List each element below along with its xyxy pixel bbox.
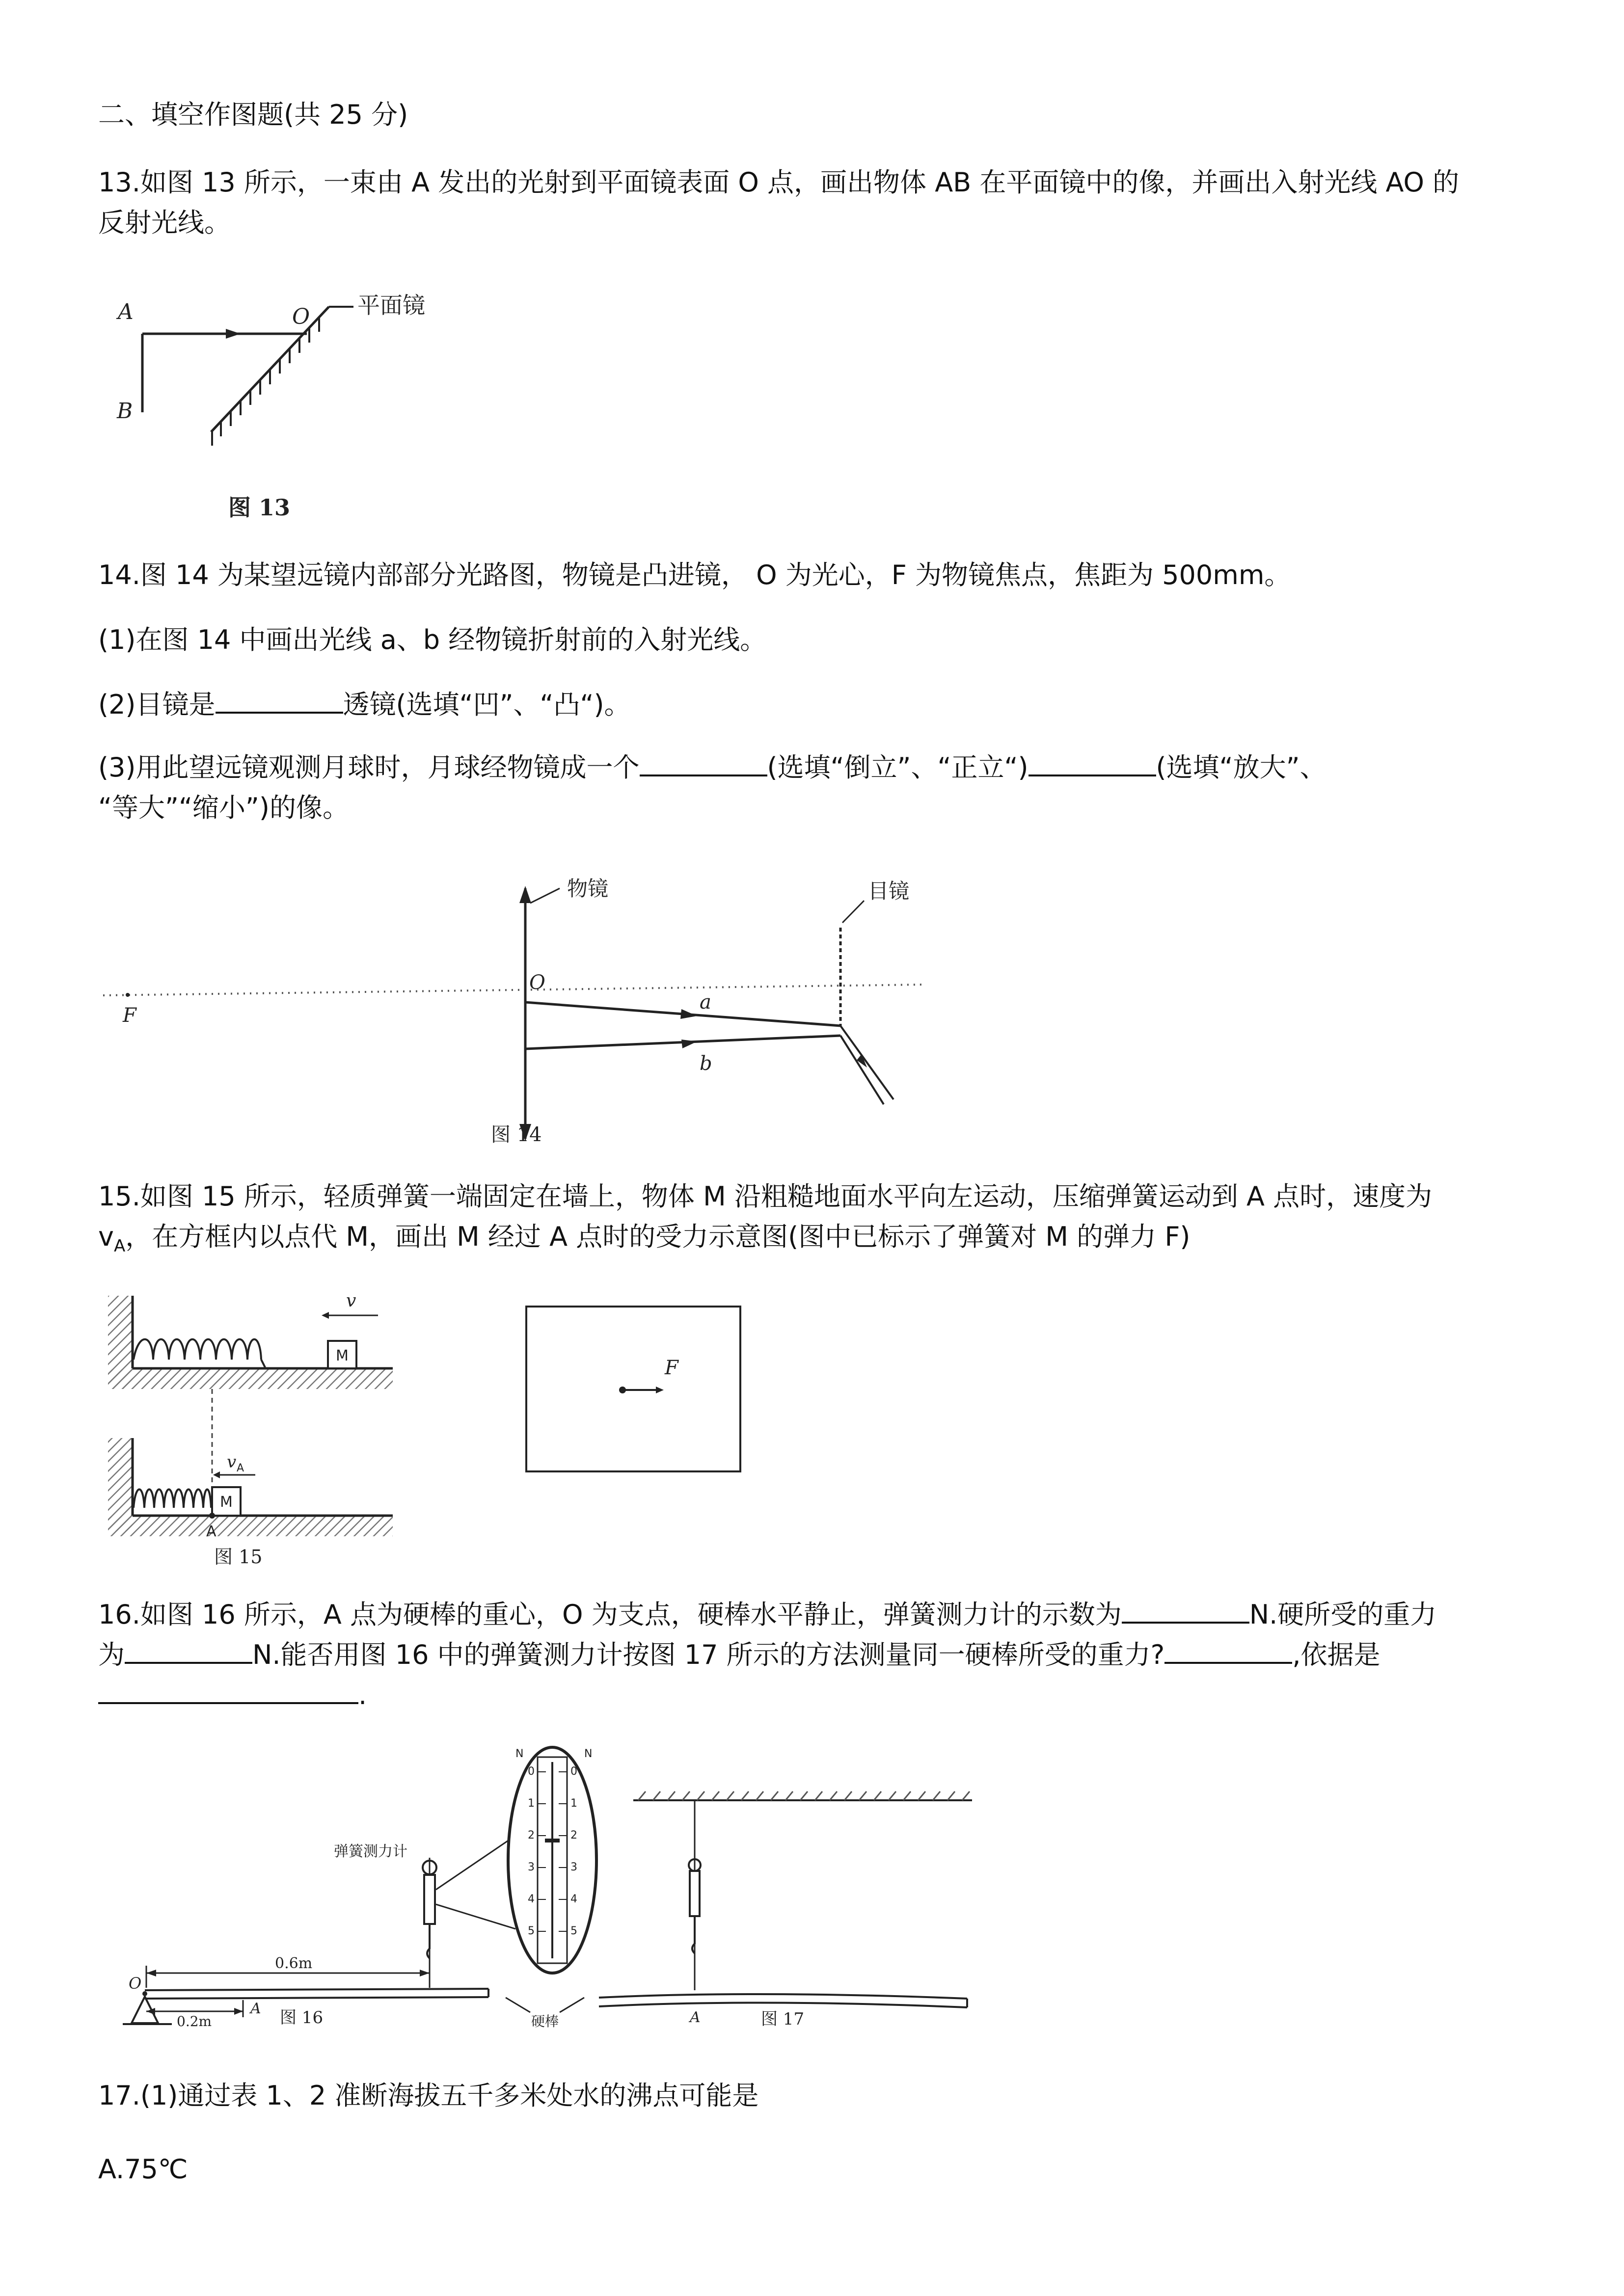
svg-text:3: 3 [528, 1861, 535, 1873]
force-f-label: F [665, 1357, 678, 1379]
figure-16-17 [118, 1742, 992, 2037]
label-o: O [529, 971, 545, 994]
answer-blank[interactable] [1122, 1596, 1249, 1624]
velocity-label: v [346, 1291, 356, 1311]
question-14-part3-cont: “等大”“缩小”)的像。 [98, 792, 349, 823]
section-title: 二、填空作图题(共 25 分) [98, 99, 408, 130]
label-a-16: A [250, 2000, 261, 2017]
label-f: F [123, 1004, 136, 1027]
label-b: B [117, 399, 133, 424]
question-13-text-cont: 反射光线。 [98, 207, 231, 238]
block-m: M [336, 1347, 349, 1364]
caption-fig17: 图 17 [761, 2009, 805, 2029]
answer-blank[interactable] [98, 1677, 358, 1704]
answer-blank[interactable] [125, 1636, 252, 1664]
svg-text:N: N [584, 1748, 593, 1760]
caption-fig13: 图 13 [228, 494, 291, 521]
answer-blank[interactable] [1164, 1636, 1292, 1664]
question-15-text: 15.如图 15 所示，轻质弹簧一端固定在墙上，物体 M 沿粗糙地面水平向左运动，压缩弹簧运动到 A 点时，速度为 [98, 1181, 1433, 1212]
ray-b-label: b [700, 1052, 712, 1075]
question-14-part3: (3)用此望远镜观测月球时，月球经物镜成一个 (选填“倒立”、“正立“) (选填“放大”、 [98, 747, 1532, 788]
caption-fig16: 图 16 [280, 2008, 324, 2028]
eyepiece-label: 目镜 [868, 879, 910, 903]
label-a: A [118, 299, 134, 324]
question-17-text: 17.(1)通过表 1、2 准断海拔五千多米处水的沸点可能是 [98, 2080, 759, 2111]
spring-meter-label: 弹簧测力计 [334, 1843, 407, 1860]
dim-06m: 0.6m [275, 1955, 313, 1972]
dim-02m: 0.2m [177, 2013, 212, 2029]
svg-text:0: 0 [570, 1765, 577, 1778]
answer-blank[interactable] [1029, 749, 1156, 776]
question-14-text: 14.图 14 为某望远镜内部部分光路图，物镜是凸进镜， O 为光心，F 为物镜焦点，焦距为 500mm。 [98, 560, 1291, 590]
question-14-part2: (2)目镜是 透镜(选填“凹”、“凸“)。 [98, 684, 1532, 725]
label-o: O [292, 304, 310, 329]
svg-text:4: 4 [570, 1893, 577, 1905]
force-diagram-box[interactable] [525, 1306, 741, 1472]
question-17-option-a[interactable]: A.75℃ [98, 2154, 188, 2185]
question-16-text-l3: . [98, 1675, 1532, 1716]
velocity-a-label: v [227, 1452, 237, 1472]
rod-label: 硬棒 [531, 2013, 559, 2029]
mirror-label: 平面镜 [357, 292, 425, 319]
caption-fig14: 图 14 [491, 1123, 542, 1146]
label-a-17: A [690, 2009, 701, 2026]
objective-label: 物镜 [567, 877, 609, 901]
svg-text:5: 5 [570, 1925, 577, 1937]
point-a-label: A [206, 1523, 217, 1540]
svg-text:0: 0 [528, 1765, 535, 1778]
question-15-text-cont: $v_A$，在方框内以点代 M，画出 M 经过 A 点时的受力示意图(图中已标示了弹簧对 M 的弹力 F) [98, 1221, 1191, 1256]
block-m-at-a: M [220, 1494, 233, 1511]
answer-blank[interactable] [216, 686, 343, 714]
caption-fig15: 图 15 [214, 1546, 263, 1568]
figure-13 [98, 285, 481, 540]
answer-blank[interactable] [640, 749, 767, 776]
ray-a-label: a [700, 991, 711, 1014]
question-16-text: 16.如图 16 所示，A 点为硬棒的重心，O 为支点，硬棒水平静止，弹簧测力计的示数为 N.硬所受的重力 [98, 1594, 1532, 1635]
svg-text:3: 3 [570, 1861, 577, 1873]
svg-text:N: N [515, 1748, 524, 1760]
svg-text:2: 2 [570, 1829, 577, 1842]
label-o-16: O [129, 1974, 142, 1993]
velocity-a-sub: A [237, 1462, 244, 1474]
figure-14 [98, 874, 933, 1148]
question-14-part1: (1)在图 14 中画出光线 a、b 经物镜折射前的入射光线。 [98, 624, 767, 655]
figure-15 [98, 1286, 412, 1571]
svg-text:2: 2 [528, 1829, 535, 1842]
svg-text:5: 5 [528, 1925, 535, 1937]
svg-text:4: 4 [528, 1893, 535, 1905]
svg-text:1: 1 [528, 1797, 535, 1810]
svg-text:1: 1 [570, 1797, 577, 1810]
question-16-text-l2: 为 N.能否用图 16 中的弹簧测力计按图 17 所示的方法测量同一硬棒所受的重力? ,依据是 [98, 1634, 1532, 1676]
question-13-text: 13.如图 13 所示，一束由 A 发出的光射到平面镜表面 O 点，画出物体 AB 在平面镜中的像，并画出入射光线 AO 的 [98, 167, 1460, 198]
